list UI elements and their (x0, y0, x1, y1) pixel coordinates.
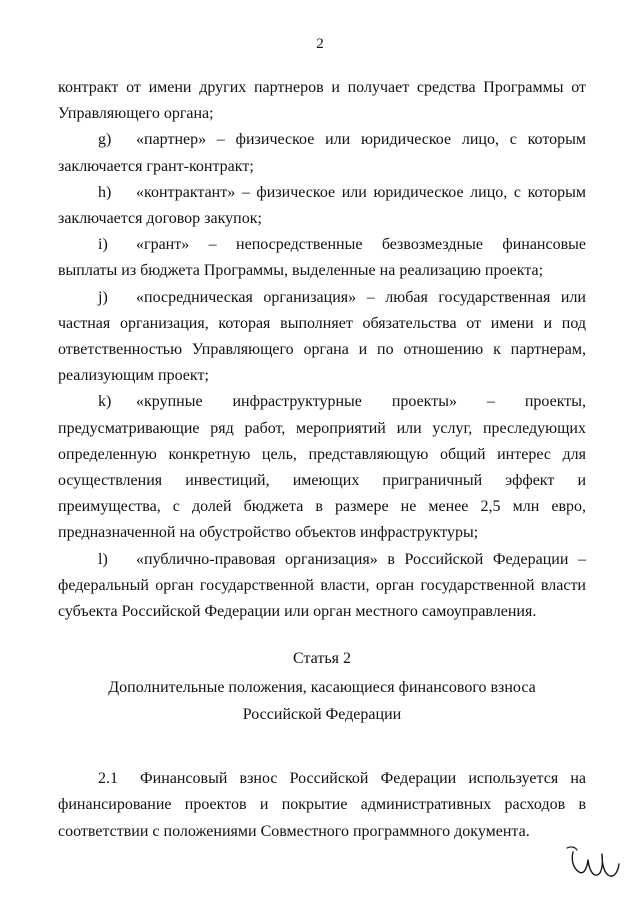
definition-item (58, 547, 586, 626)
definition-text: «партнер» – физическое или юридическое лицо, с которым заключается грант-контракт; (58, 131, 586, 175)
definition-text: «грант» – непосредственные безвозмездные финансовые выплаты из бюджета Программы, выделенные на реализацию проекта; (58, 236, 586, 280)
definition-marker: l) (98, 550, 108, 568)
definition-text: «посредническая организация» – любая государственная или частная организация, которая выполняет обязательства от имени и под ответственностью Управляющего органа и по отношению к партнерам, реализующим проект; (58, 288, 586, 385)
handwritten-initials (565, 838, 625, 886)
definition-marker: i) (98, 236, 108, 254)
clause-text: Финансовый взнос Российской Федерации используется на финансирование проектов и покрытие административных расходов в соответствии с положениями Совместного программного документа. (58, 770, 586, 840)
clause-paragraph (58, 766, 586, 845)
definition-item (58, 285, 586, 390)
definition-item (58, 180, 586, 232)
definitions-list (58, 127, 586, 625)
page-number: 2 (316, 36, 324, 52)
definition-marker: j) (98, 288, 108, 306)
definition-marker: h) (98, 183, 112, 201)
definition-item (58, 232, 586, 284)
definition-item (58, 127, 586, 179)
definition-marker: k) (98, 393, 112, 411)
clause-number: 2.1 (98, 770, 118, 788)
definition-marker: g) (98, 131, 112, 149)
article-title-line-2: Российской Федерации (242, 706, 402, 724)
article-number: Статья 2 (293, 650, 351, 668)
document-body (58, 75, 586, 861)
definition-text: «публично-правовая организация» в Российской Федерации – федеральный орган государственной власти, орган государственной власти субъекта Российской Федерации или орган местного самоуправления. (58, 550, 586, 621)
definition-item (58, 389, 586, 546)
definition-text: «крупные инфраструктурные проекты» – проекты, предусматривающие ряд работ, мероприятий или услуг, преследующих определенную конкретную цель, представляющую общий интерес для осуществления инвестиций, имеющих приграничный эффект и преимущества, с долей бюджета в размере не менее 2,5 млн евро, предназначенной на обустройство объектов инфраструктуры; (58, 393, 586, 542)
article-heading (58, 645, 586, 728)
article-title-line-1: Дополнительные положения, касающиеся финансового взноса (108, 679, 536, 697)
continuation-paragraph: контракт от имени других партнеров и получает средства Программы от Управляющего органа; (58, 79, 586, 123)
definition-text: «контрактант» – физическое или юридическое лицо, с которым заключается договор закупок; (58, 183, 586, 228)
